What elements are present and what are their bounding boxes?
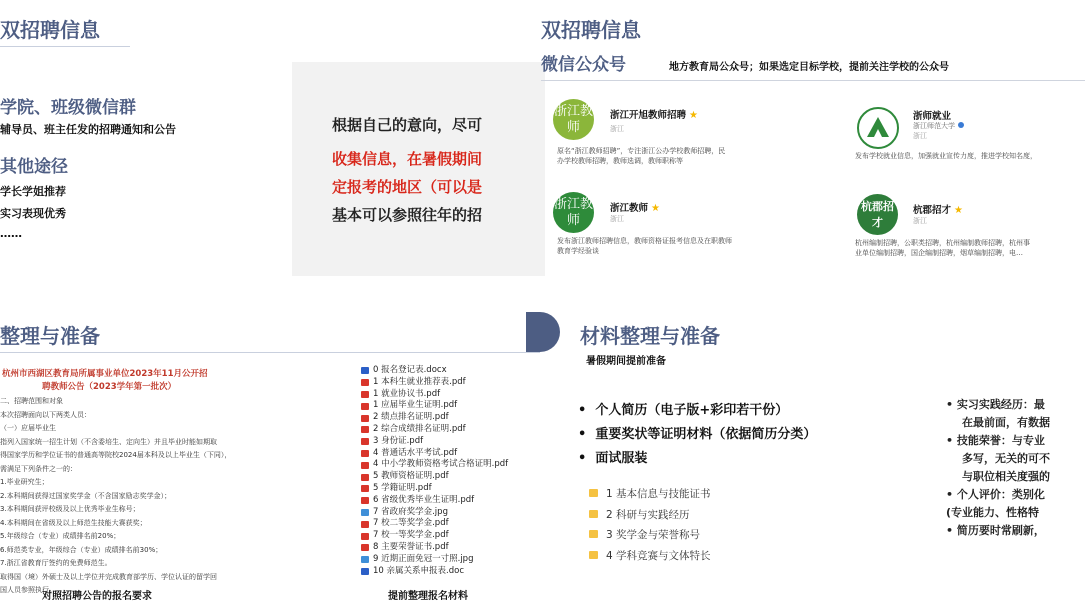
bullet-item: • 重要奖状等证明材料（依据简历分类） [578,427,817,442]
panel-title: 整理与准备 [0,324,100,348]
folder-item[interactable]: 4 学科竞赛与文体特长 [589,546,711,567]
doc-line: 5.年级综合（专业）成绩排名前20%； [0,532,121,540]
account-name: 浙江教师 ★ [610,203,660,214]
pdf-file-icon [361,521,369,528]
tip-line: 与职位相关度强的 [962,470,1050,483]
doc-line: 3.本科期间获评校级及以上优秀毕业生称号； [0,505,140,513]
section-text-wechat-group: 辅导员、班主任发的招聘通知和公告 [0,123,176,136]
paper-excerpt [292,62,545,276]
folder-item[interactable]: 2 科研与实践经历 [589,505,711,526]
wechat-account-card[interactable] [855,103,1085,169]
pdf-file-icon [361,379,369,386]
panel-subtitle: 暑假期间提前准备 [586,356,666,367]
resume-tips [946,396,1050,540]
star-icon: ★ [689,110,698,121]
account-name: 杭郡招才 ★ [913,205,963,216]
wechat-account-card[interactable] [553,192,843,258]
file-item[interactable]: 8 主要荣誉证书.pdf [361,542,541,554]
file-list [361,365,541,577]
account-sub: 浙江师范大学 [913,121,964,131]
pdf-file-icon [361,391,369,398]
doc-line: 1.毕业研究生； [0,478,49,486]
doc-line: 国人员参照执行。 [0,586,56,594]
account-name: 浙师就业 [913,111,952,122]
doc-line: 7.浙江省教育厅签约的免费师范生。 [0,559,112,567]
section-title-wechat-group: 学院、班级微信群 [0,98,136,118]
wechat-account-card[interactable] [553,99,843,169]
account-desc: 原名“浙江教师招聘”，专注浙江公办学校教师招聘，民 [557,147,726,155]
divider [541,80,1085,81]
folder-icon [589,551,598,559]
file-item[interactable]: 2 绩点排名证明.pdf [361,412,541,424]
caption-left: 对照招聘公告的报名要求 [42,591,152,602]
doc-line: （一）应届毕业生 [0,424,56,432]
caption-right: 提前整理报名材料 [388,591,468,602]
doc-line: 6.师范类专业，年级综合（专业）成绩排名前30%； [0,545,163,554]
file-item[interactable]: 3 身份证.pdf [361,436,541,448]
tip-line: • 技能荣誉：与专业 [946,434,1045,447]
verified-icon [958,122,964,128]
file-item[interactable]: 1 就业协议书.pdf [361,389,541,401]
file-item[interactable]: 6 省级优秀毕业生证明.pdf [361,495,541,507]
panel-title: 材料整理与准备 [580,324,720,348]
tip-line: 在最前面，有数据 [962,416,1050,429]
section-title-other: 其他途径 [0,157,68,177]
folder-item[interactable]: 1 基本信息与技能证书 [589,484,711,505]
account-desc: 杭州编制招聘，公职类招聘，杭州编制教师招聘，杭州事 [855,239,1030,247]
pdf-file-icon [361,450,369,457]
doc-line: 需满足下列条件之一的： [0,464,77,473]
file-item[interactable]: 1 本科生就业推荐表.pdf [361,377,541,389]
account-avatar: 浙江教师 [553,99,594,140]
folder-item[interactable]: 3 奖学金与荣誉称号 [589,525,711,546]
star-icon: ★ [651,203,660,214]
file-item[interactable]: 4 中小学教师资格考试合格证明.pdf [361,459,541,471]
pdf-file-icon [361,403,369,410]
file-item[interactable]: 5 学籍证明.pdf [361,483,541,495]
doc-title: 杭州市西湖区教育局所属事业单位2023年11月公开招 [2,369,208,379]
image-file-icon [361,509,369,516]
file-item[interactable]: 1 应届毕业生证明.pdf [361,400,541,412]
title-divider [0,352,540,353]
wechat-subtitle: 微信公众号 [541,55,626,75]
account-name: 浙江开旭教师招聘 ★ [610,110,698,121]
file-item[interactable]: 0 报名登记表.docx [361,365,541,377]
bullet-item: • 面试服装 [578,451,648,466]
wechat-note: 地方教育局公众号；如果选定目标学校，提前关注学校的公众号 [669,62,949,73]
wechat-account-card[interactable] [855,192,1085,258]
panel-title: 双招聘信息 [541,18,641,42]
pdf-file-icon [361,415,369,422]
file-item[interactable]: 2 综合成绩排名证明.pdf [361,424,541,436]
doc-line: 指列入国家统一招生计划（不含委培生、定向生）并且毕业时能如期取 [0,437,217,446]
tip-line: • 实习实践经历：最 [946,398,1045,411]
title-divider [0,46,130,47]
doc-line: 二、招聘范围和对象 [0,397,63,405]
account-sub: 浙江 [610,125,624,133]
paper-line-4: 基本可以参照往年的招 [332,206,483,224]
doc-line: 4.本科期间在省级及以上师范生技能大赛获奖； [0,518,147,527]
account-sub: 浙江 [610,215,624,223]
pdf-file-icon [361,544,369,551]
word-file-icon [361,367,369,374]
doc-line: 得国家学历和学位证书的普通高等院校2024届本科及以上毕业生（下同）， [0,451,232,459]
file-item[interactable]: 9 近期正面免冠一寸照.jpg [361,554,541,566]
account-desc: 教育学经验谈 [557,247,599,255]
panel-title: 双招聘信息 [0,18,100,42]
tip-line: (专业能力、性格特 [946,506,1040,519]
list-item: 学长学姐推荐 [0,185,66,198]
pdf-file-icon [361,497,369,504]
file-item[interactable]: 10 亲属关系申报表.doc [361,566,541,578]
file-item[interactable]: 7 校一等奖学金.pdf [361,530,541,542]
account-sub: 浙江 [913,217,927,225]
account-avatar: 杭郡招才 [857,194,898,235]
doc-line: 本次招聘面向以下两类人员： [0,410,91,419]
file-item[interactable]: 4 普通话水平考试.pdf [361,448,541,460]
list-item: 实习表现优秀 [0,207,66,220]
tip-line: • 个人评价：类别化 [946,488,1045,501]
image-file-icon [361,556,369,563]
word-file-icon [361,568,369,575]
account-desc: 业单位编制招聘，国企编制招聘，烟草编制招聘，电… [855,249,1023,257]
account-desc: 发布浙江教师招聘信息，教师资格证报考信息及在职教师 [557,237,732,245]
pdf-file-icon [361,533,369,540]
pdf-file-icon [361,462,369,469]
paper-line-2: 收集信息，在暑假期间 [332,150,483,168]
doc-title: 聘教师公告（2023学年第一批次） [42,382,177,392]
doc-line: 取得国（境）外硕士及以上学位并完成教育部学历、学位认证的留学回 [0,572,217,581]
folder-list [589,484,711,566]
doc-body [0,395,231,598]
account-desc: 发布学校就业信息，加强就业宣传力度，推进学校知名度， [855,152,1037,160]
file-item[interactable]: 7 校二等奖学金.pdf [361,518,541,530]
university-logo-icon [857,107,899,149]
folder-icon [589,489,598,497]
pdf-file-icon [361,474,369,481]
account-region: 浙江 [913,132,927,140]
tip-line: 多写，无关的可不 [962,452,1050,465]
paper-line-1: 根据自己的意向，尽可 [332,116,483,134]
folder-icon [589,510,598,518]
pdf-file-icon [361,485,369,492]
file-item[interactable]: 7 省政府奖学金.jpg [361,507,541,519]
tip-line: • 简历要时常刷新， [946,524,1045,537]
account-avatar: 浙江教师 [553,192,594,233]
account-desc: 办学校教师招聘，教师选调，教师职称等 [557,157,683,165]
pdf-file-icon [361,426,369,433]
pdf-file-icon [361,438,369,445]
title-accent-shape [526,312,560,352]
doc-line: 2.本科期间获得过国家奖学金（不含国家励志奖学金）； [0,491,172,500]
list-item: …… [0,227,22,240]
file-item[interactable]: 5 教师资格证明.pdf [361,471,541,483]
announcement-doc [0,365,260,594]
paper-line-3: 定报考的地区（可以是 [332,178,483,196]
folder-icon [589,530,598,538]
bullet-item: • 个人简历（电子版+彩印若干份） [578,403,789,418]
star-icon: ★ [954,205,963,216]
